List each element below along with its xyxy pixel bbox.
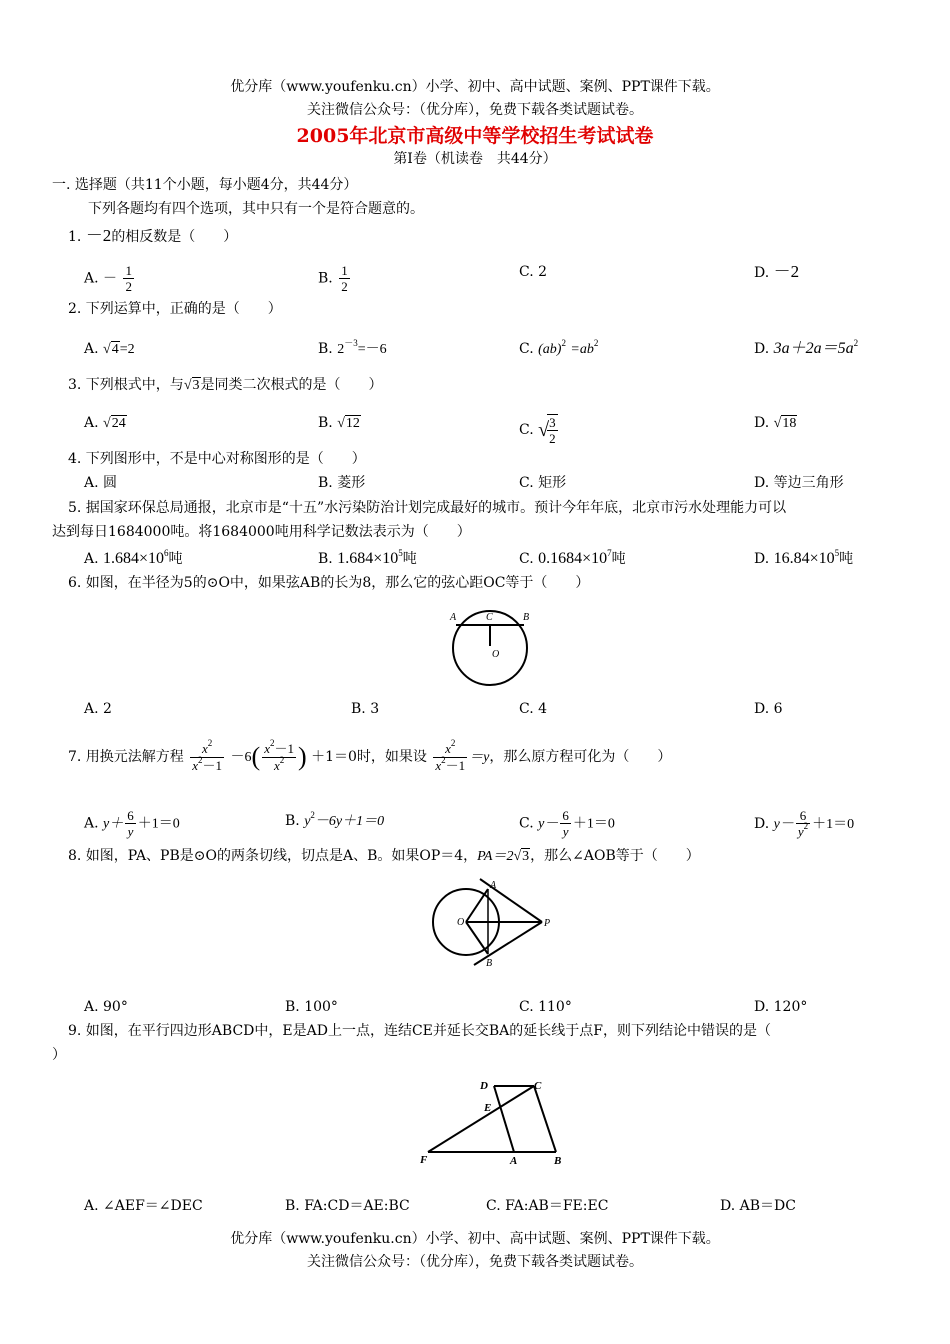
svg-text:B: B [486,958,493,969]
q5-option-b: B. $1.684\times 10^5$吨 [318,548,417,567]
q6-stem: 6. 如图，在半径为5的⊙O中，如果弦AB的长为8，那么它的弦心距OC等于（ ） [68,575,590,591]
footer-line-1: 优分库（www.youfenku.cn）小学、初中、高中试题、案例、PPT课件下载。 [230,1231,720,1247]
section-heading: 一. 选择题（共11个小题，每小题4分，共44分） [52,177,358,193]
q3-option-a: A. √24 [84,415,126,431]
q1-text: 的相反数是（ ） [111,229,238,245]
header-line-1: 优分库（www.youfenku.cn）小学、初中、高中试题、案例、PPT课件下载。 [230,79,720,95]
q4-option-c: C. 矩形 [519,475,567,491]
q7-option-a: A. y＋ $\frac{6}{y}$ ＋1＝0 [84,808,180,839]
q9-stem-line-2: ） [52,1047,66,1063]
header-line-2: 关注微信公众号：（优分库），免费下载各类试题试卷。 [307,102,643,118]
svg-text:O: O [492,649,500,660]
q7-option-d: D. y－ $\frac{6}{y^2}$ ＋1＝0 [754,808,855,839]
q1-number: 1. [68,229,82,245]
svg-text:P: P [544,918,551,929]
svg-text:D: D [480,1080,488,1092]
svg-text:B: B [523,612,530,623]
q8-option-a: A. 90° [84,999,128,1015]
q6-option-d: D. 6 [754,701,783,717]
q1-stem [68,227,237,246]
q3-option-b: B. √12 [318,415,360,431]
svg-text:O: O [457,917,465,928]
q9-option-b: B. FA:CD＝AE:BC [285,1198,410,1214]
q6-option-a: A. 2 [84,701,112,717]
q7-option-b: B. $y^2-6y+1=0$ [285,810,385,829]
q6-option-c: C. 4 [519,701,548,717]
q8-option-b: B. 100° [285,999,338,1015]
q5-stem-line-1: 5. 据国家环保总局通报，北京市是“十五”水污染防治计划完成最好的城市。预计今年年底，北京市污水处理能力可以 [68,500,787,516]
q9-parallelogram-figure [414,1076,576,1168]
q5-option-c: C. $0.1684\times 10^7$吨 [519,548,626,567]
svg-text:F: F [420,1154,428,1166]
exam-subtitle: 第Ⅰ卷（机读卷 共44分） [393,151,557,167]
q6-circle-figure [446,604,536,688]
section-instruction: 下列各题均有四个选项，其中只有一个是符合题意的。 [88,201,424,217]
q9-option-d: D. AB＝DC [720,1198,796,1214]
q7-option-c: C. y－ $\frac{6}{y}$ ＋1＝0 [519,808,615,839]
q2-option-a: A. √4=2 [84,341,135,357]
q2-option-d: D. $3a+2a=5a^2$ [754,338,859,357]
footer-line-2: 关注微信公众号：（优分库），免费下载各类试题试卷。 [307,1254,643,1270]
svg-text:A: A [450,612,457,623]
q5-option-d: D. $16.84\times 10^5$吨 [754,548,854,567]
svg-text:A: A [510,1155,518,1167]
q5-stem-line-2: 达到每日1684000吨。将1684000吨用科学记数法表示为（ ） [52,524,471,540]
q1-option-d: D. －2 [754,262,800,281]
svg-text:E: E [484,1102,492,1114]
q4-stem: 4. 下列图形中，不是中心对称图形的是（ ） [68,451,366,467]
q2-option-b: B. $2^{-3}=-6$ [318,338,387,357]
svg-text:B: B [554,1155,562,1167]
q3-stem: 3. 下列根式中，与√3是同类二次根式的是（ ） [68,377,383,393]
q1-option-c: C. 2 [519,264,548,280]
q2-stem: 2. 下列运算中，正确的是（ ） [68,301,282,317]
q1-expr: －2 [85,226,112,245]
q5-option-a: A. $1.684\times 10^6$吨 [84,548,183,567]
svg-text:C: C [486,612,493,623]
q7-stem: 7. 用换元法解方程 $\frac{x^2}{x^2-1}$ －6( $\frac{x^2-1}{x^2}$ ) ＋1＝0时，如果设 $\frac{x^2}{x^2-1}$ ＝y，那么原方程可化为（ ） [68,737,672,773]
svg-text:A: A [490,880,497,891]
q4-option-b: B. 菱形 [318,475,366,491]
q1-option-a: A. － $\frac{1}{2}$ [84,263,132,294]
q2-option-c: C. $(ab)^2 =ab^2$ [519,338,599,357]
svg-text:C: C [534,1080,542,1092]
q9-option-c: C. FA:AB＝FE:EC [486,1198,609,1214]
q3-option-c: C. √ $\frac{3}{2}$ [519,415,556,446]
q6-option-b: B. 3 [351,701,380,717]
q8-option-d: D. 120° [754,999,808,1015]
q1-option-b: B. $\frac{1}{2}$ [318,263,348,294]
q8-stem: 8. 如图，PA、PB是⊙O的两条切线，切点是A、B。如果OP＝4，PA＝2√3，那么∠AOB等于（ ） [68,848,700,864]
q8-option-c: C. 110° [519,999,572,1015]
q8-tangent-figure [428,877,558,969]
q3-option-d: D. √18 [754,415,797,431]
q4-option-d: D. 等边三角形 [754,475,844,491]
q9-stem-line-1: 9. 如图，在平行四边形ABCD中，E是AD上一点，连结CE并延长交BA的延长线于点F，则下列结论中错误的是（ [68,1023,771,1039]
q9-option-a: A. ∠AEF＝∠DEC [84,1198,203,1214]
q4-option-a: A. 圆 [84,475,118,491]
exam-title: 2005年北京市高级中等学校招生考试试卷 [296,125,654,147]
